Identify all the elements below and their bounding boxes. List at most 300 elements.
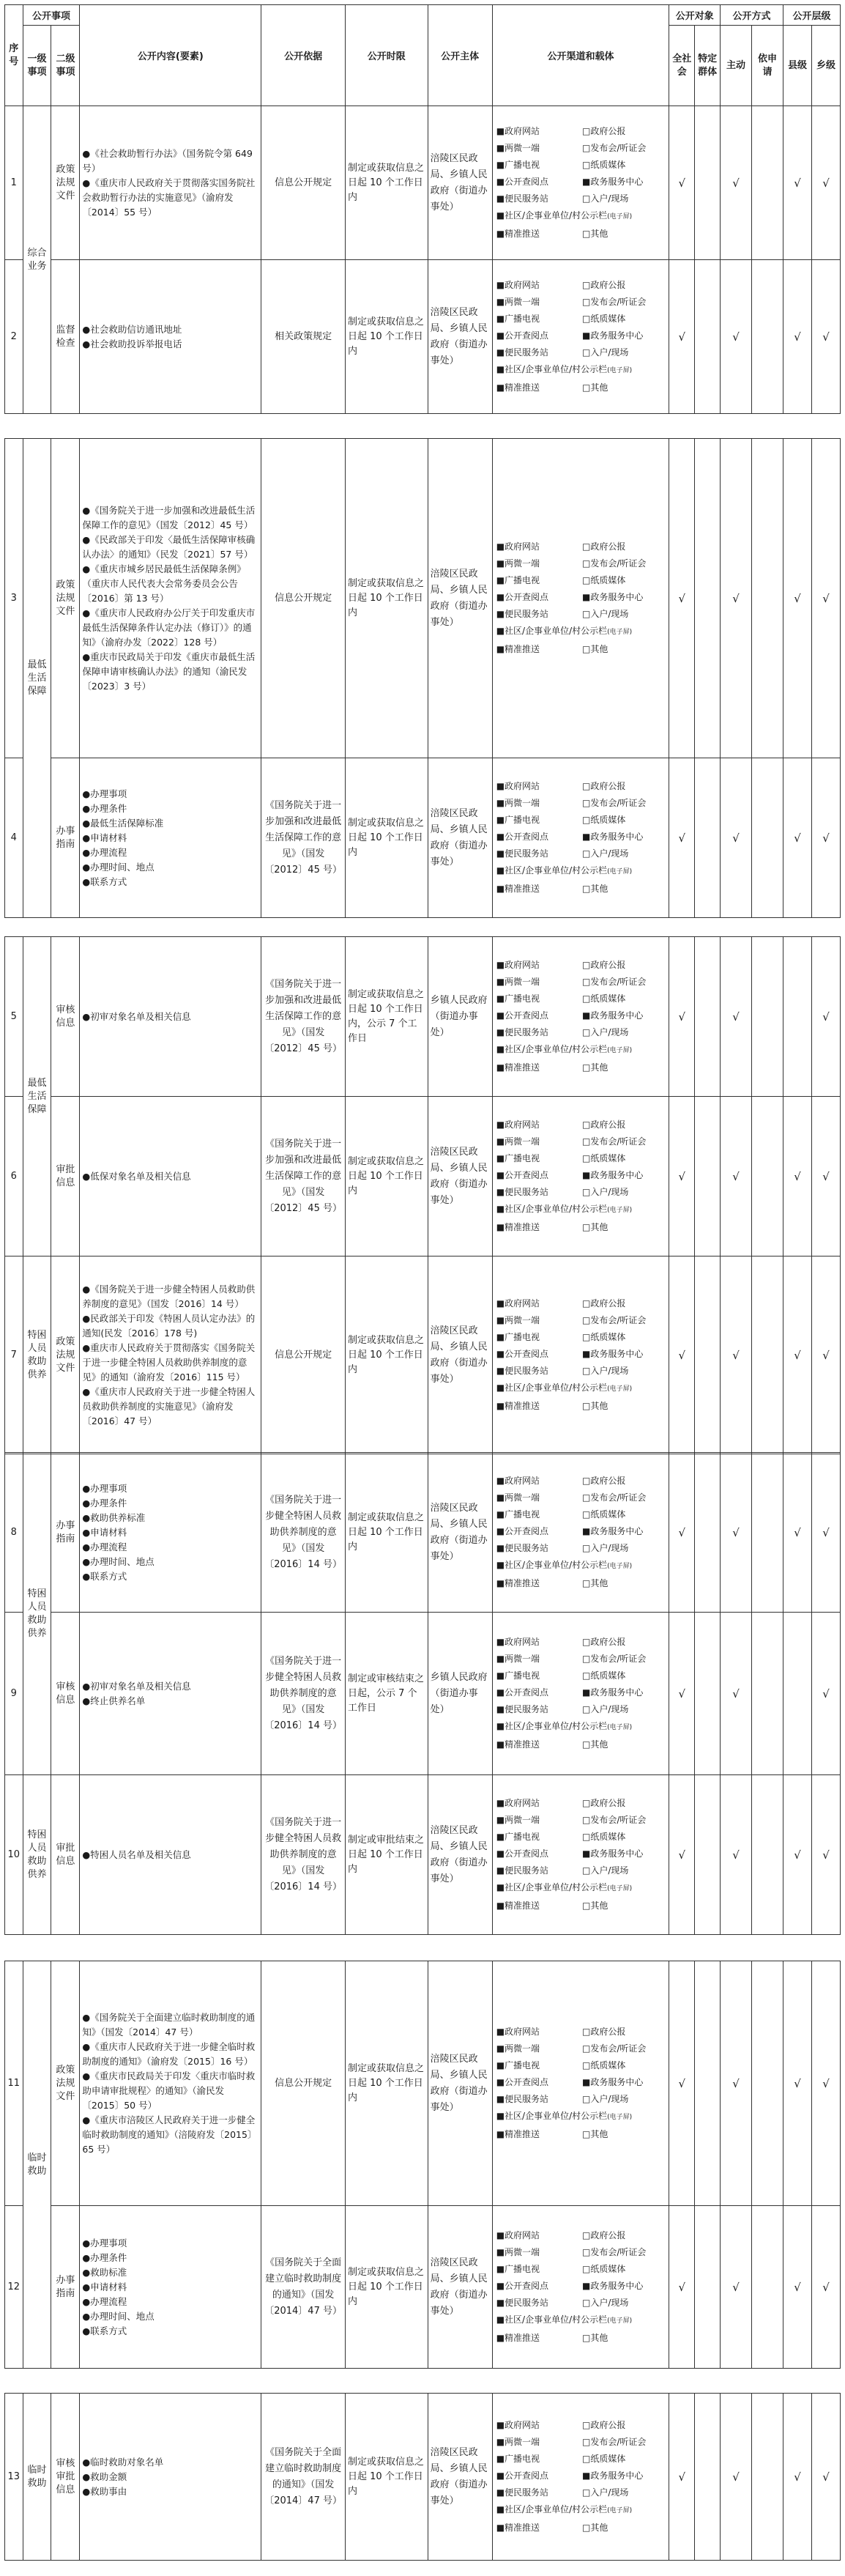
channel-c13 [582, 1736, 665, 1753]
channel-label: 纸质媒体 [590, 993, 626, 1004]
content-list [82, 1282, 258, 1429]
content-item: ●申请材料 [82, 1526, 127, 1538]
checked-box-icon: ■ [496, 1637, 505, 1647]
checked-box-icon: ■ [496, 1492, 505, 1503]
row-level1: 临时救助 [23, 1961, 51, 2369]
unchecked-box-icon: □ [582, 2420, 591, 2430]
check-level-town: √ [811, 758, 840, 918]
checked-box-icon: ■ [582, 1526, 591, 1536]
checked-box-icon: ■ [496, 160, 505, 170]
checked-box-icon: ■ [496, 1222, 505, 1232]
unchecked-box-icon: □ [582, 815, 591, 825]
channel-c12 [496, 641, 579, 658]
row-seq: 9 [5, 1613, 23, 1775]
checked-box-icon: ■ [582, 1687, 591, 1698]
channel-c4 [582, 1312, 665, 1329]
checked-box-icon: ■ [496, 644, 505, 654]
check-target-all: √ [669, 1775, 695, 1935]
channel-label: 广播电视 [505, 1332, 540, 1342]
row-channels [492, 260, 669, 414]
channel-label: 其他 [590, 382, 608, 393]
row-subject: 涪陵区民政局、乡镇人民政府（街道办事处） [428, 1256, 492, 1454]
checked-box-icon: ■ [496, 1578, 505, 1588]
channel-c9 [496, 845, 579, 862]
checked-box-icon: ■ [496, 609, 505, 619]
check-method-active: √ [721, 2394, 752, 2561]
disclosure-table [4, 936, 841, 1454]
table-row [5, 2394, 841, 2561]
table-row [5, 439, 841, 758]
channel-label: 两微一端 [505, 143, 540, 153]
unchecked-box-icon: □ [582, 229, 591, 239]
content-list [82, 1848, 258, 1862]
channel-label: 政务服务中心 [590, 1349, 644, 1359]
channel-label: 其他 [590, 1401, 608, 1411]
check-target-special [695, 1613, 721, 1775]
checked-box-icon: ■ [496, 1526, 505, 1536]
channel-c5 [496, 991, 579, 1007]
channel-c7 [496, 1846, 579, 1862]
channel-c2 [582, 2227, 665, 2244]
checked-box-icon: ■ [496, 1136, 505, 1147]
row-level2: 监督检查 [51, 260, 80, 414]
table-block-3 [4, 936, 841, 1454]
channel-label: 便民服务站 [505, 609, 549, 619]
row-content [80, 1775, 261, 1935]
checked-box-icon: ■ [496, 1832, 505, 1842]
channel-label: 精准推送 [505, 1739, 540, 1750]
channel-label: 精准推送 [505, 644, 540, 654]
check-level-town: √ [811, 1613, 840, 1775]
channel-c4 [582, 974, 665, 991]
row-content [80, 1613, 261, 1775]
channel-c10 [582, 2484, 665, 2501]
checked-box-icon: ■ [496, 1204, 505, 1214]
channel-label: 入户/现场 [590, 347, 629, 358]
channel-c10 [582, 1024, 665, 1041]
row-level1: 特困人员救助供养 [23, 1453, 51, 1775]
channel-label: 社区/企事业单位/村公示栏 [505, 2111, 608, 2121]
channel-c3 [496, 1651, 579, 1668]
channel-label: 两微一端 [505, 1136, 540, 1147]
channel-c7 [496, 1684, 579, 1701]
unchecked-box-icon: □ [582, 1832, 591, 1842]
checked-box-icon: ■ [496, 1383, 505, 1393]
checked-box-icon: ■ [496, 1401, 505, 1411]
channel-c11 [496, 623, 666, 641]
channel-c12 [496, 1736, 579, 1753]
unchecked-box-icon: □ [582, 1543, 591, 1553]
checked-box-icon: ■ [496, 781, 505, 791]
row-channels [492, 1256, 669, 1454]
channel-label: 政府网站 [505, 126, 540, 136]
header-method-active: 主动 [721, 26, 752, 106]
content-item: ●社会救助投诉举报电话 [82, 338, 182, 349]
channel-label: 广播电视 [505, 2454, 540, 2464]
channel-c3 [496, 1812, 579, 1829]
channel-c12 [496, 881, 579, 897]
table-row [5, 2206, 841, 2369]
channel-c9 [496, 344, 579, 361]
check-method-active: √ [721, 1613, 752, 1775]
channel-note: (电子屏) [607, 1207, 633, 1214]
header-seq: 序号 [5, 5, 23, 106]
channel-label: 政府网站 [505, 1476, 540, 1486]
row-subject: 涪陵区民政局、乡镇人民政府（街道办事处） [428, 1775, 492, 1935]
content-item: ●联系方式 [82, 1570, 127, 1582]
channel-c7 [496, 1523, 579, 1540]
row-subject: 涪陵区民政局、乡镇人民政府（街道办事处） [428, 758, 492, 918]
channel-c9 [496, 1540, 579, 1557]
check-target-special [695, 1256, 721, 1454]
checked-box-icon: ■ [496, 126, 505, 136]
check-method-request [752, 1097, 783, 1256]
disclosure-table [4, 1452, 841, 1935]
channel-c13 [582, 1059, 665, 1076]
check-method-active: √ [721, 1961, 752, 2206]
table-block-2 [4, 438, 841, 918]
channel-label: 社区/企事业单位/村公示栏 [505, 2504, 608, 2514]
channel-label: 社区/企事业单位/村公示栏 [505, 2314, 608, 2325]
channel-list [495, 122, 667, 244]
channel-note: (电子屏) [607, 1047, 633, 1054]
channel-c5 [496, 812, 579, 829]
channel-c10 [582, 1363, 665, 1380]
channel-c12 [496, 2520, 579, 2536]
channel-c4 [582, 555, 665, 572]
checked-box-icon: ■ [496, 382, 505, 393]
channel-c2 [582, 1634, 665, 1651]
channel-list [495, 777, 667, 899]
channel-list [495, 2416, 667, 2538]
content-item: ●申请材料 [82, 832, 127, 843]
row-seq: 2 [5, 260, 23, 414]
channel-c10 [582, 1701, 665, 1718]
table-row [5, 1453, 841, 1613]
channel-c2 [582, 2024, 665, 2040]
unchecked-box-icon: □ [582, 1670, 591, 1681]
channel-label: 政务服务中心 [590, 2470, 644, 2481]
channel-c7 [496, 327, 579, 344]
content-item: ●办理事项 [82, 1482, 127, 1494]
checked-box-icon: ■ [496, 2129, 505, 2139]
check-target-all: √ [669, 2394, 695, 2561]
channel-c12 [496, 226, 579, 243]
channel-c13 [582, 2330, 665, 2347]
channel-label: 广播电视 [505, 1832, 540, 1842]
channel-c7 [496, 589, 579, 606]
channel-label: 纸质媒体 [590, 1509, 626, 1520]
channel-label: 政务服务中心 [590, 592, 644, 602]
content-list [82, 2236, 258, 2339]
content-item: ●社会救助信访通讯地址 [82, 323, 182, 335]
channel-list [495, 1632, 667, 1755]
row-level2: 政策法规文件 [51, 439, 80, 758]
row-seq: 13 [5, 2394, 23, 2561]
channel-c10 [582, 606, 665, 623]
channel-label: 入户/现场 [590, 848, 629, 859]
check-target-special [695, 1453, 721, 1613]
channel-label: 纸质媒体 [590, 1153, 626, 1163]
channel-c1 [496, 123, 579, 140]
channel-label: 两微一端 [505, 2437, 540, 2447]
row-channels [492, 2394, 669, 2561]
row-subject: 涪陵区民政局、乡镇人民政府（街道办事处） [428, 260, 492, 414]
checked-box-icon: ■ [496, 2281, 505, 2291]
channel-label: 广播电视 [505, 575, 540, 585]
channel-label: 公开查阅点 [505, 592, 549, 602]
channel-label: 政府网站 [505, 781, 540, 791]
checked-box-icon: ■ [496, 210, 505, 221]
row-content [80, 106, 261, 260]
checked-box-icon: ■ [582, 330, 591, 341]
unchecked-box-icon: □ [582, 1332, 591, 1342]
row-content [80, 758, 261, 918]
channel-label: 政府网站 [505, 1119, 540, 1130]
check-level-county: √ [783, 106, 812, 260]
check-method-active: √ [721, 937, 752, 1097]
channel-label: 公开查阅点 [505, 1170, 549, 1180]
header-target-special: 特定群体 [695, 26, 721, 106]
channel-label: 纸质媒体 [590, 2454, 626, 2464]
channel-label: 社区/企事业单位/村公示栏 [505, 1721, 608, 1731]
row-level1: 最低生活保障 [23, 439, 51, 918]
channel-label: 发布会/听证会 [590, 558, 647, 569]
row-level2: 办事指南 [51, 2206, 80, 2369]
channel-c7 [496, 2278, 579, 2295]
content-item: ●《重庆市民政局关于印发〈重庆市临时救助申请审批规程〉的通知》（渝民发〔2015〕50 号） [82, 2070, 256, 2111]
row-subject: 涪陵区民政局、乡镇人民政府（街道办事处） [428, 1453, 492, 1613]
channel-label: 政务服务中心 [590, 1010, 644, 1021]
content-list [82, 2455, 258, 2499]
channel-label: 政府公报 [590, 2027, 626, 2037]
row-seq: 8 [5, 1453, 23, 1613]
channel-label: 政府公报 [590, 1476, 626, 1486]
checked-box-icon: ■ [496, 1865, 505, 1876]
row-seq: 1 [5, 106, 23, 260]
row-channels [492, 439, 669, 758]
channel-c12 [496, 1398, 579, 1415]
channel-c1 [496, 1634, 579, 1651]
row-seq: 7 [5, 1256, 23, 1454]
channel-c8 [582, 589, 665, 606]
unchecked-box-icon: □ [582, 884, 591, 894]
channel-label: 纸质媒体 [590, 160, 626, 170]
row-basis: 信息公开规定 [261, 1256, 346, 1454]
content-item: ●办理流程 [82, 1541, 127, 1552]
content-item: ●联系方式 [82, 2325, 127, 2336]
channel-c9 [496, 2091, 579, 2108]
channel-label: 便民服务站 [505, 1187, 549, 1197]
channel-c3 [496, 2434, 579, 2451]
channel-label: 发布会/听证会 [590, 977, 647, 987]
checked-box-icon: ■ [496, 575, 505, 585]
channel-c8 [582, 1007, 665, 1024]
row-level2: 审核审批信息 [51, 2394, 80, 2561]
channel-c2 [582, 957, 665, 974]
checked-box-icon: ■ [496, 884, 505, 894]
row-content [80, 2206, 261, 2369]
channel-c3 [496, 1489, 579, 1506]
unchecked-box-icon: □ [582, 2060, 591, 2070]
channel-c2 [582, 778, 665, 795]
checked-box-icon: ■ [496, 848, 505, 859]
row-time: 制定或获取信息之日起 10 个工作日内 [345, 1453, 428, 1613]
row-basis: 《国务院关于进一步加强和改进最低生活保障工作的意见》（国发〔2012〕45 号） [261, 758, 346, 918]
row-basis: 《国务院关于全面建立临时救助制度的通知》（国发〔2014〕47 号） [261, 2394, 346, 2561]
channel-label: 便民服务站 [505, 1366, 549, 1376]
channel-label: 便民服务站 [505, 347, 549, 358]
table-row [5, 260, 841, 414]
channel-label: 精准推送 [505, 2523, 540, 2533]
row-basis: 《国务院关于进一步健全特困人员救助供养制度的意见》（国发〔2016〕14 号） [261, 1613, 346, 1775]
check-level-town: √ [811, 2394, 840, 2561]
unchecked-box-icon: □ [582, 297, 591, 307]
header-basis: 公开依据 [261, 5, 346, 106]
unchecked-box-icon: □ [582, 1366, 591, 1376]
check-target-special [695, 937, 721, 1097]
channel-c9 [496, 1363, 579, 1380]
checked-box-icon: ■ [496, 193, 505, 204]
channel-c11 [496, 1879, 666, 1898]
content-item: ●民政部关于印发《特困人员认定办法》的通知(民发〔2016〕178 号) [82, 1312, 256, 1339]
row-basis: 相关政策规定 [261, 260, 346, 414]
checked-box-icon: ■ [582, 2470, 591, 2481]
checked-box-icon: ■ [496, 1349, 505, 1359]
channel-label: 广播电视 [505, 160, 540, 170]
check-level-county: √ [783, 1097, 812, 1256]
channel-label: 政府网站 [505, 2420, 540, 2430]
channel-c13 [582, 1398, 665, 1415]
checked-box-icon: ■ [582, 592, 591, 602]
channel-label: 精准推送 [505, 1401, 540, 1411]
checked-box-icon: ■ [496, 2247, 505, 2257]
row-time: 制定或审核结束之日起，公示 7 个工作日 [345, 1613, 428, 1775]
channel-note: (电子屏) [607, 1385, 633, 1393]
channel-c6 [582, 2261, 665, 2278]
unchecked-box-icon: □ [582, 2437, 591, 2447]
content-item: ●《国务院关于全面建立临时救助制度的通知》（国发〔2014〕47 号） [82, 2011, 256, 2038]
channel-label: 政务服务中心 [590, 1848, 644, 1859]
unchecked-box-icon: □ [582, 1815, 591, 1825]
checked-box-icon: ■ [496, 2454, 505, 2464]
channel-c11 [496, 2501, 666, 2520]
channel-c4 [582, 2434, 665, 2451]
row-basis: 《国务院关于进一步健全特困人员救助供养制度的意见》（国发〔2016〕14 号） [261, 1775, 346, 1935]
row-seq: 6 [5, 1097, 23, 1256]
channel-label: 政务服务中心 [590, 177, 644, 187]
channel-c2 [582, 1473, 665, 1489]
channel-c5 [496, 157, 579, 174]
row-channels [492, 1097, 669, 1256]
channel-c5 [496, 2261, 579, 2278]
row-time: 制定或获取信息之日起 10 个工作日内 [345, 1097, 428, 1256]
check-method-request [752, 1775, 783, 1935]
channel-label: 入户/现场 [590, 1865, 629, 1876]
check-target-special [695, 2206, 721, 2369]
channel-list [495, 537, 667, 659]
checked-box-icon: ■ [496, 297, 505, 307]
channel-label: 发布会/听证会 [590, 1815, 647, 1825]
channel-label: 社区/企事业单位/村公示栏 [505, 1560, 608, 1570]
channel-c5 [496, 1668, 579, 1684]
check-target-special [695, 1961, 721, 2206]
channel-c11 [496, 361, 666, 380]
table-row [5, 758, 841, 918]
channel-label: 精准推送 [505, 2129, 540, 2139]
channel-label: 便民服务站 [505, 1704, 549, 1714]
channel-label: 政务服务中心 [590, 330, 644, 341]
check-target-all: √ [669, 106, 695, 260]
channel-label: 广播电视 [505, 1509, 540, 1520]
header-level2: 二级事项 [51, 26, 80, 106]
channel-label: 公开查阅点 [505, 1349, 549, 1359]
channel-label: 发布会/听证会 [590, 1492, 647, 1503]
channel-label: 两微一端 [505, 1654, 540, 1664]
row-time: 制定或获取信息之日起 10 个工作日内 [345, 2206, 428, 2369]
checked-box-icon: ■ [496, 815, 505, 825]
channel-label: 社区/企事业单位/村公示栏 [505, 364, 608, 374]
unchecked-box-icon: □ [582, 1476, 591, 1486]
check-level-county: √ [783, 1256, 812, 1454]
check-level-county [783, 937, 812, 1097]
channel-label: 社区/企事业单位/村公示栏 [505, 1044, 608, 1054]
unchecked-box-icon: □ [582, 609, 591, 619]
content-item: ●办理流程 [82, 2295, 127, 2307]
channel-label: 政府公报 [590, 2230, 626, 2240]
checked-box-icon: ■ [496, 2470, 505, 2481]
channel-note: (电子屏) [607, 1885, 633, 1892]
checked-box-icon: ■ [496, 143, 505, 153]
content-item: ●办理条件 [82, 2251, 127, 2263]
channel-label: 纸质媒体 [590, 2264, 626, 2274]
channel-c10 [582, 1862, 665, 1879]
checked-box-icon: ■ [496, 2043, 505, 2054]
check-level-town: √ [811, 1453, 840, 1613]
header-method-request: 依申请 [752, 26, 783, 106]
unchecked-box-icon: □ [582, 1578, 591, 1588]
checked-box-icon: ■ [496, 1170, 505, 1180]
check-method-active: √ [721, 1775, 752, 1935]
channel-c1 [496, 1295, 579, 1312]
content-item: ●最低生活保障标准 [82, 817, 164, 829]
channel-c10 [582, 1184, 665, 1201]
channel-c6 [582, 991, 665, 1007]
checked-box-icon: ■ [496, 1315, 505, 1325]
channel-c8 [582, 1684, 665, 1701]
channel-label: 精准推送 [505, 2333, 540, 2343]
channel-c11 [496, 1201, 666, 1219]
header-level-town: 乡级 [811, 26, 840, 106]
check-level-town: √ [811, 106, 840, 260]
channel-c7 [496, 2074, 579, 2091]
unchecked-box-icon: □ [582, 347, 591, 358]
checked-box-icon: ■ [496, 314, 505, 324]
check-target-all: √ [669, 758, 695, 918]
channel-c12 [496, 1219, 579, 1236]
content-item: ●重庆市民政局关于印发《重庆市最低生活保障申请审核确认办法》的通知（渝民发〔2023〕3 号） [82, 651, 256, 692]
channel-note: (电子屏) [607, 2507, 633, 2514]
check-level-town: √ [811, 260, 840, 414]
checked-box-icon: ■ [496, 2314, 505, 2325]
channel-c2 [582, 538, 665, 555]
channel-c12 [496, 2126, 579, 2143]
channel-label: 公开查阅点 [505, 1848, 549, 1859]
unchecked-box-icon: □ [582, 2333, 591, 2343]
unchecked-box-icon: □ [582, 2298, 591, 2308]
row-level2: 审批信息 [51, 1775, 80, 1935]
checked-box-icon: ■ [496, 592, 505, 602]
